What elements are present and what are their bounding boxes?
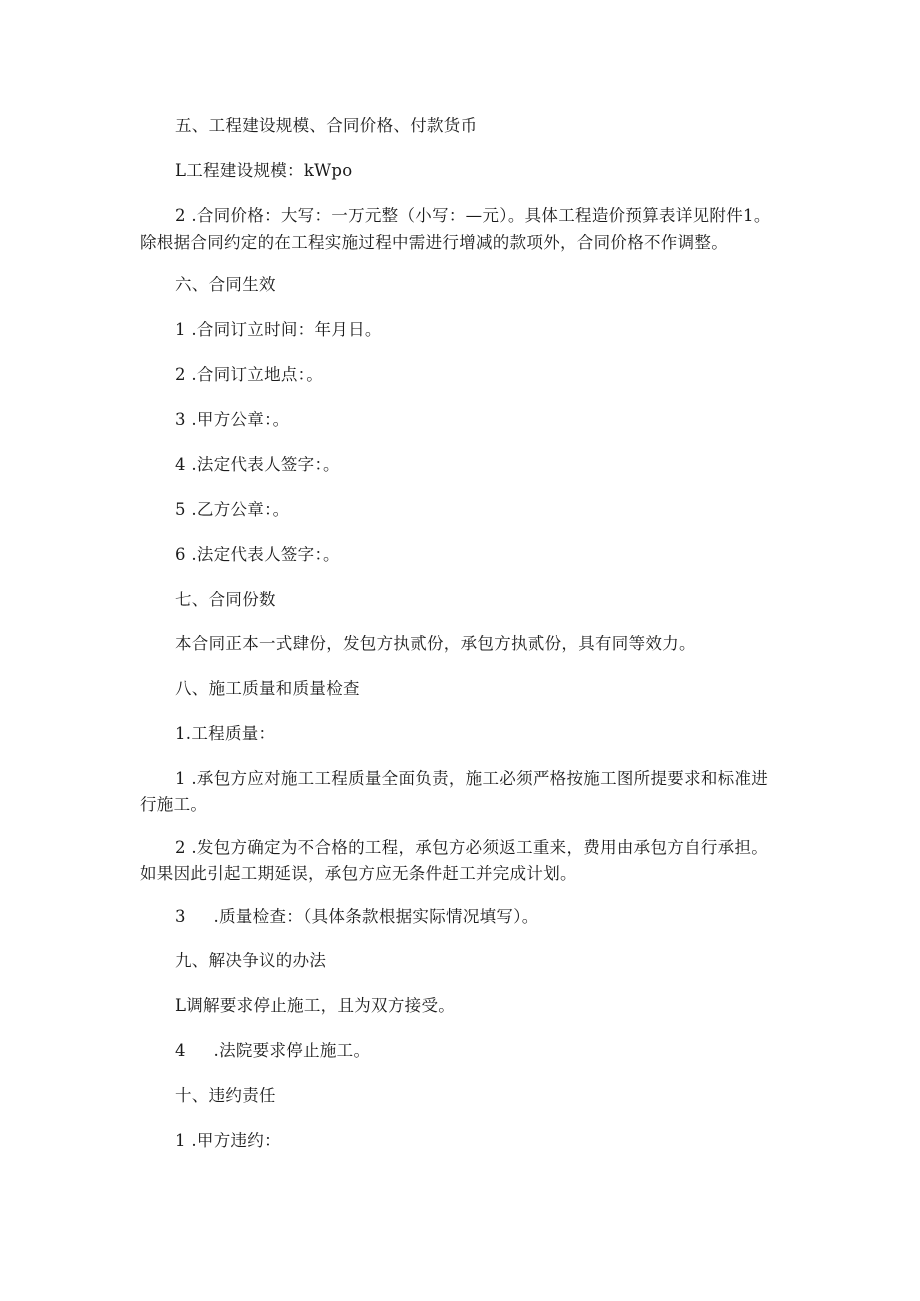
paragraph-quality-responsibility: 1 .承包方应对施工工程质量全面负责，施工必须严格按施工图所提要求和标准进 xyxy=(175,769,769,788)
paragraph-quality-responsibility-cont: 行施工。 xyxy=(140,795,208,814)
paragraph-rework-cont: 如果因此引起工期延误，承包方应无条件赶工并完成计划。 xyxy=(140,864,577,883)
paragraph-copies: 本合同正本一式肆份，发包方执贰份，承包方执贰份，具有同等效力。 xyxy=(175,634,696,653)
paragraph-project-quality: 1.工程质量： xyxy=(175,724,276,743)
paragraph-court: 4 .法院要求停止施工。 xyxy=(175,1041,371,1060)
section-heading-8: 八、施工质量和质量检查 xyxy=(175,679,360,698)
section-heading-10: 十、违约责任 xyxy=(175,1086,276,1105)
paragraph-party-a-seal: 3 .甲方公章：。 xyxy=(175,410,290,429)
section-heading-6: 六、合同生效 xyxy=(175,275,276,294)
paragraph-legal-rep-sign-2: 6 .法定代表人签字：。 xyxy=(175,545,340,564)
section-heading-9: 九、解决争议的办法 xyxy=(175,951,327,970)
paragraph-legal-rep-sign-1: 4 .法定代表人签字：。 xyxy=(175,455,340,474)
paragraph-signing-time: 1 .合同订立时间：年月日。 xyxy=(175,320,382,339)
paragraph-contract-price: 2 .合同价格：大写：一万元整（小写：—元）。具体工程造价预算表详见附件1。 xyxy=(175,206,771,225)
paragraph-contract-price-cont: 除根据合同约定的在工程实施过程中需进行增减的款项外，合同价格不作调整。 xyxy=(140,233,728,252)
paragraph-party-b-seal: 5 .乙方公章：。 xyxy=(175,500,290,519)
paragraph-party-a-breach: 1 .甲方违约： xyxy=(175,1131,281,1150)
paragraph-mediation: L调解要求停止施工，且为双方接受。 xyxy=(175,996,456,1015)
section-heading-5: 五、工程建设规模、合同价格、付款货币 xyxy=(175,116,478,135)
section-heading-7: 七、合同份数 xyxy=(175,590,276,609)
paragraph-rework: 2 .发包方确定为不合格的工程，承包方必须返工重来，费用由承包方自行承担。 xyxy=(175,838,769,857)
paragraph-quality-inspection: 3 .质量检查：（具体条款根据实际情况填写）。 xyxy=(175,907,539,926)
paragraph-construction-scale: L工程建设规模：kWpo xyxy=(175,161,353,180)
paragraph-signing-place: 2 .合同订立地点：。 xyxy=(175,365,324,384)
